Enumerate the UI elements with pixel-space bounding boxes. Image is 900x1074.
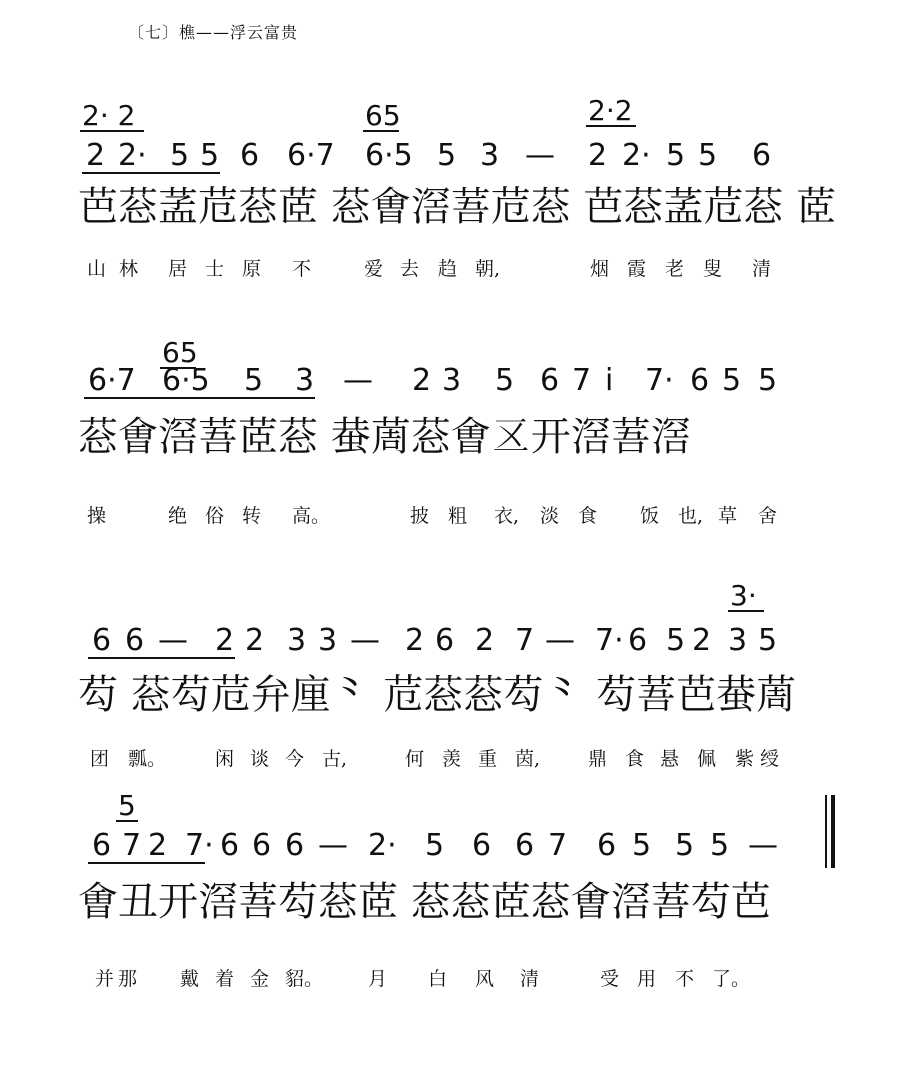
jianpu-note: 5 xyxy=(425,828,445,863)
jianpu-note: — xyxy=(748,828,778,863)
lyric-char: 居 xyxy=(168,258,188,280)
lyric-char: 谈 xyxy=(250,748,270,770)
lyric-char: 羡 xyxy=(442,748,462,770)
jianpu-note: 3 xyxy=(295,363,315,398)
jianpu-note: 3 xyxy=(287,623,307,658)
jianpu-note: 2 xyxy=(148,828,168,863)
lyric-char: 着 xyxy=(215,968,235,990)
jianpu-note: 6 xyxy=(597,828,617,863)
lyric-char: 食 xyxy=(625,748,645,770)
jianpu-note: 6·7 xyxy=(88,363,136,398)
lyric-char: 何 xyxy=(405,748,425,770)
jianpu-note: 5 xyxy=(200,138,220,173)
jianpu-note: 7 xyxy=(515,623,535,658)
jianpu-note: 5 xyxy=(722,363,742,398)
jianpu-note: 3 xyxy=(480,138,500,173)
jianpu-note: 2· xyxy=(622,138,651,173)
jianpu-note: 6 xyxy=(435,623,455,658)
jianpu-note: 7· xyxy=(185,828,214,863)
lyric-char: 淡 xyxy=(540,505,560,527)
jianpu-note: 7 xyxy=(122,828,142,863)
lyric-char: 绝 xyxy=(168,505,188,527)
jianpu-note: 2· xyxy=(118,138,147,173)
jianpu-note: 6 xyxy=(752,138,772,173)
jianpu-note: 6 xyxy=(125,623,145,658)
lyric-char: 古, xyxy=(322,748,348,770)
jianpu-note: 2 xyxy=(692,623,712,658)
lyric-char: 衣, xyxy=(494,505,520,527)
jianpu-note: 5 xyxy=(437,138,457,173)
jianpu-note: 5 xyxy=(675,828,695,863)
jianpu-note: 6 xyxy=(285,828,305,863)
jianpu-note: 5 xyxy=(666,138,686,173)
jianpu-note: 7 xyxy=(572,363,592,398)
lyric-char: 白 xyxy=(428,968,448,990)
lyric-char: 烟 xyxy=(590,258,610,280)
jianpu-note: 2 xyxy=(405,623,425,658)
lyric-char: 风 xyxy=(475,968,495,990)
jianpu-note: 6·5 xyxy=(365,138,413,173)
lyric-char: 金 xyxy=(250,968,270,990)
jianpu-note: 7· xyxy=(645,363,674,398)
lyric-char: 披 xyxy=(410,505,430,527)
lyric-char: 草 xyxy=(718,505,738,527)
lyric-char: 趋 xyxy=(438,258,458,280)
lyric-char: 高。 xyxy=(292,505,331,527)
jianpu-note: — xyxy=(158,623,188,658)
jianpu-note: — xyxy=(318,828,348,863)
jianpu-note: 2 xyxy=(215,623,235,658)
jianpu-note: 6 xyxy=(252,828,272,863)
lyric-char: 清 xyxy=(752,258,772,280)
lyric-char: 戴 xyxy=(180,968,200,990)
jianpu-note: 6·7 xyxy=(287,138,335,173)
jianpu-note: 2 xyxy=(475,623,495,658)
lyric-char: 士 xyxy=(205,258,225,280)
jianpu-note: 5 xyxy=(698,138,718,173)
jianpu-note: 5 xyxy=(758,363,778,398)
lyric-char: 饭 xyxy=(640,505,660,527)
lyric-char: 了。 xyxy=(712,968,751,990)
lyric-char: 霞 xyxy=(627,258,647,280)
lyric-char: 那 xyxy=(118,968,138,990)
jianpu-note: — xyxy=(525,138,555,173)
jianpu-note: 3 xyxy=(442,363,462,398)
jianpu-note: 2· xyxy=(368,828,397,863)
jianpu-note: 6 xyxy=(240,138,260,173)
lyric-char: 今 xyxy=(285,748,305,770)
jianzipu-tablature: 㑹丑开滘䓊芶䓗茝 䓗䓗茝䓗㑹滘䓊芶芭 xyxy=(78,879,771,925)
jianpu-note: 5 xyxy=(666,623,686,658)
jianpu-note: 5 xyxy=(758,623,778,658)
lyric-char: 鼎 xyxy=(588,748,608,770)
lyric-char: 老 xyxy=(665,258,685,280)
lyric-char: 山 xyxy=(87,258,107,280)
jianpu-note: — xyxy=(545,623,575,658)
jianzipu-tablature: 芭䓗䓝苊䓗茝 䓗㑹滘䓊苊䓗 芭䓗䓝苊䓗 茝 xyxy=(78,184,837,230)
lyric-char: 舍 xyxy=(758,505,778,527)
lyric-char: 茵, xyxy=(515,748,541,770)
lyric-char: 不 xyxy=(675,968,695,990)
grace-note: 65 xyxy=(365,99,401,132)
lyric-char: 用 xyxy=(637,968,657,990)
grace-note: 5 xyxy=(118,789,136,822)
lyric-char: 原 xyxy=(242,258,262,280)
lyric-char: 林 xyxy=(119,258,139,280)
jianpu-note: 7· xyxy=(595,623,624,658)
jianpu-note: 6 xyxy=(92,828,112,863)
jianpu-note: 7 xyxy=(548,828,568,863)
lyric-char: 叟 xyxy=(703,258,723,280)
lyric-char: 貂。 xyxy=(285,968,324,990)
jianpu-note: 6 xyxy=(92,623,112,658)
jianpu-note: 6·5 xyxy=(162,363,210,398)
lyric-char: 爱 xyxy=(364,258,384,280)
jianpu-note: 3 xyxy=(728,623,748,658)
lyric-char: 悬 xyxy=(660,748,680,770)
jianpu-note: i xyxy=(605,363,614,398)
grace-note: 2·2 xyxy=(588,94,633,127)
lyric-char: 粗 xyxy=(448,505,468,527)
lyric-char: 瓢。 xyxy=(128,748,167,770)
jianpu-note: 2 xyxy=(86,138,106,173)
lyric-char: 紫 xyxy=(735,748,755,770)
jianpu-note: 6 xyxy=(220,828,240,863)
lyric-char: 不 xyxy=(292,258,312,280)
grace-note: 65 xyxy=(162,336,198,369)
jianpu-note: 6 xyxy=(472,828,492,863)
lyric-char: 重 xyxy=(478,748,498,770)
lyric-char: 并 xyxy=(95,968,115,990)
jianpu-note: 2 xyxy=(245,623,265,658)
lyric-char: 也, xyxy=(678,505,704,527)
lyric-char: 佩 xyxy=(697,748,717,770)
lyric-char: 转 xyxy=(242,505,262,527)
grace-note: 2· 2 xyxy=(82,99,136,132)
lyric-char: 月 xyxy=(368,968,388,990)
lyric-char: 闲 xyxy=(215,748,235,770)
lyric-char: 绶 xyxy=(760,748,780,770)
jianpu-note: 5 xyxy=(632,828,652,863)
lyric-char: 操 xyxy=(87,505,107,527)
jianpu-note: 2 xyxy=(412,363,432,398)
jianpu-note: 6 xyxy=(628,623,648,658)
lyric-char: 朝, xyxy=(475,258,501,280)
lyric-char: 去 xyxy=(400,258,420,280)
jianpu-note: 6 xyxy=(690,363,710,398)
jianpu-note: — xyxy=(350,623,380,658)
jianpu-note: 5 xyxy=(170,138,190,173)
lyric-char: 团 xyxy=(90,748,110,770)
lyric-char: 食 xyxy=(578,505,598,527)
jianpu-note: 6 xyxy=(540,363,560,398)
piece-title: 〔七〕樵——浮云富贵 xyxy=(128,23,299,42)
jianpu-note: 3 xyxy=(318,623,338,658)
jianpu-note: 6 xyxy=(515,828,535,863)
jianpu-note: 5 xyxy=(244,363,264,398)
jianzipu-tablature: 芶 䓗芶苊弁㢆⺀ 苊䓗䓗芶⺀ 芶䓊芭蛬䓟 xyxy=(78,672,797,718)
jianpu-note: 2 xyxy=(588,138,608,173)
jianzipu-tablature: 䓗㑹滘䓊茝䓗 蛬䓟䓗㑹𠄡开滘䓊滘 xyxy=(78,414,691,460)
lyric-char: 受 xyxy=(600,968,620,990)
grace-note: 3· xyxy=(730,579,757,612)
jianpu-note: 5 xyxy=(710,828,730,863)
jianpu-note: — xyxy=(343,363,373,398)
lyric-char: 清 xyxy=(520,968,540,990)
jianpu-note: 5 xyxy=(495,363,515,398)
lyric-char: 俗 xyxy=(205,505,225,527)
